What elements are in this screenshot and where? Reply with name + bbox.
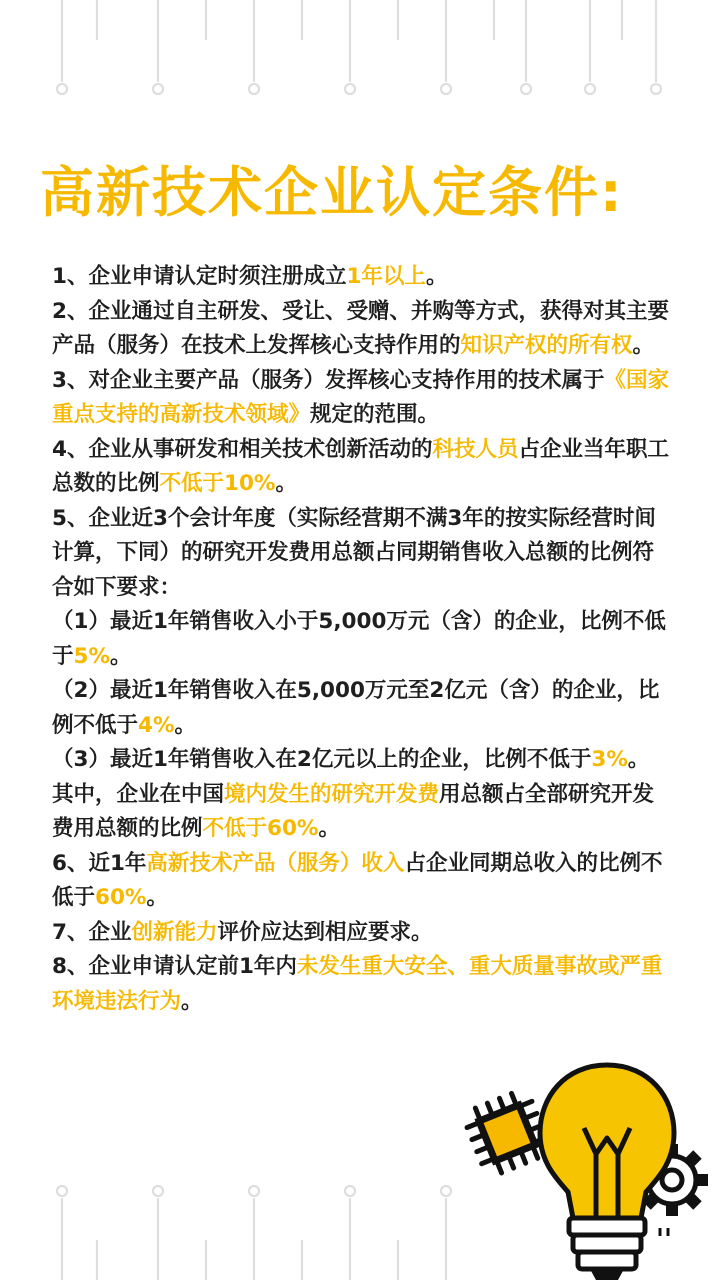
item-text: 规定的范围。 — [310, 402, 440, 427]
highlight-text: 《国家重点支持的高新技术领域》 — [52, 367, 669, 427]
item-text: 。 — [110, 643, 132, 669]
item-text: 2、企业通过自主研发、受让、受赠、并购等方式，获得对其主要产品（服务）在技术上发挥核心支持作用的 — [52, 298, 669, 358]
item-text: 其中，企业在中国 — [52, 781, 225, 807]
highlight-text: 3% — [591, 747, 628, 772]
item-text: 。 — [632, 333, 655, 358]
item-text: 4、企业从事研发和相关技术创新活动的 — [52, 436, 433, 462]
requirement-item — [52, 674, 674, 743]
item-text: 占企业同期总收入的比例不低于 — [52, 850, 663, 910]
item-text: 。 — [181, 988, 203, 1014]
lightbulb-icon — [540, 1065, 674, 1280]
item-text: 。 — [425, 264, 448, 289]
item-text: 。 — [146, 885, 168, 910]
item-text: 6、近1年 — [52, 850, 147, 876]
highlight-text: 5% — [73, 643, 111, 669]
requirements-list — [52, 260, 674, 1019]
item-text: 。 — [275, 471, 297, 496]
tech-illustration — [455, 1060, 720, 1280]
item-text: 。 — [318, 816, 340, 841]
item-text: 评价应达到相应要求。 — [217, 919, 433, 945]
requirement-item — [52, 916, 674, 951]
highlight-text: 1年以上 — [346, 264, 426, 289]
requirement-item — [52, 847, 674, 916]
requirement-item — [52, 743, 674, 778]
item-text: 3、对企业主要产品（服务）发挥核心支持作用的技术属于 — [52, 367, 605, 393]
item-text: 7、企业 — [52, 919, 132, 945]
requirement-item — [52, 364, 674, 433]
item-text: （3）最近1年销售收入在2亿元以上的企业，比例不低于 — [52, 747, 592, 772]
requirement-item — [52, 260, 674, 295]
item-text: （2）最近1年销售收入在5,000万元至2亿元（含）的企业，比例不低于 — [52, 678, 660, 738]
highlight-text: 科技人员 — [432, 436, 519, 462]
requirement-item — [52, 605, 674, 674]
item-text: 用总额占全部研究开发费用总额的比例 — [52, 781, 655, 841]
highlight-text: 4% — [138, 712, 175, 738]
item-text: 5、企业近3个会计年度（实际经营期不满3年的按实际经营时间计算，下同）的研究开发费用总额占同期销售收入总额的比例符合如下要求： — [52, 505, 656, 600]
item-text: 。 — [174, 712, 197, 738]
highlight-text: 知识产权的所有权 — [460, 333, 633, 358]
highlight-text: 未发生重大安全、重大质量事故或严重环境违法行为 — [52, 954, 663, 1014]
item-text: 。 — [627, 747, 650, 772]
requirement-item — [52, 778, 674, 847]
highlight-text: 60% — [95, 885, 147, 910]
page-title: 高新技术企业认定条件: — [40, 161, 624, 224]
item-text: 占企业当年职工总数的比例 — [52, 436, 669, 496]
item-text: （1）最近1年销售收入小于5,000万元（含）的企业，比例不低于 — [52, 609, 666, 669]
highlight-text: 不低于10% — [159, 471, 276, 496]
requirement-item — [52, 433, 674, 502]
requirement-item — [52, 295, 674, 364]
item-text: 8、企业申请认定前1年内 — [52, 954, 297, 979]
requirement-item — [52, 950, 674, 1019]
highlight-text: 境内发生的研究开发费 — [224, 781, 440, 807]
item-text: 1、企业申请认定时须注册成立 — [52, 264, 347, 289]
top-decoration — [0, 0, 720, 110]
highlight-text: 不低于60% — [202, 816, 319, 841]
highlight-text: 创新能力 — [131, 919, 218, 945]
highlight-text: 高新技术产品（服务）收入 — [146, 850, 405, 876]
requirement-item — [52, 502, 674, 606]
